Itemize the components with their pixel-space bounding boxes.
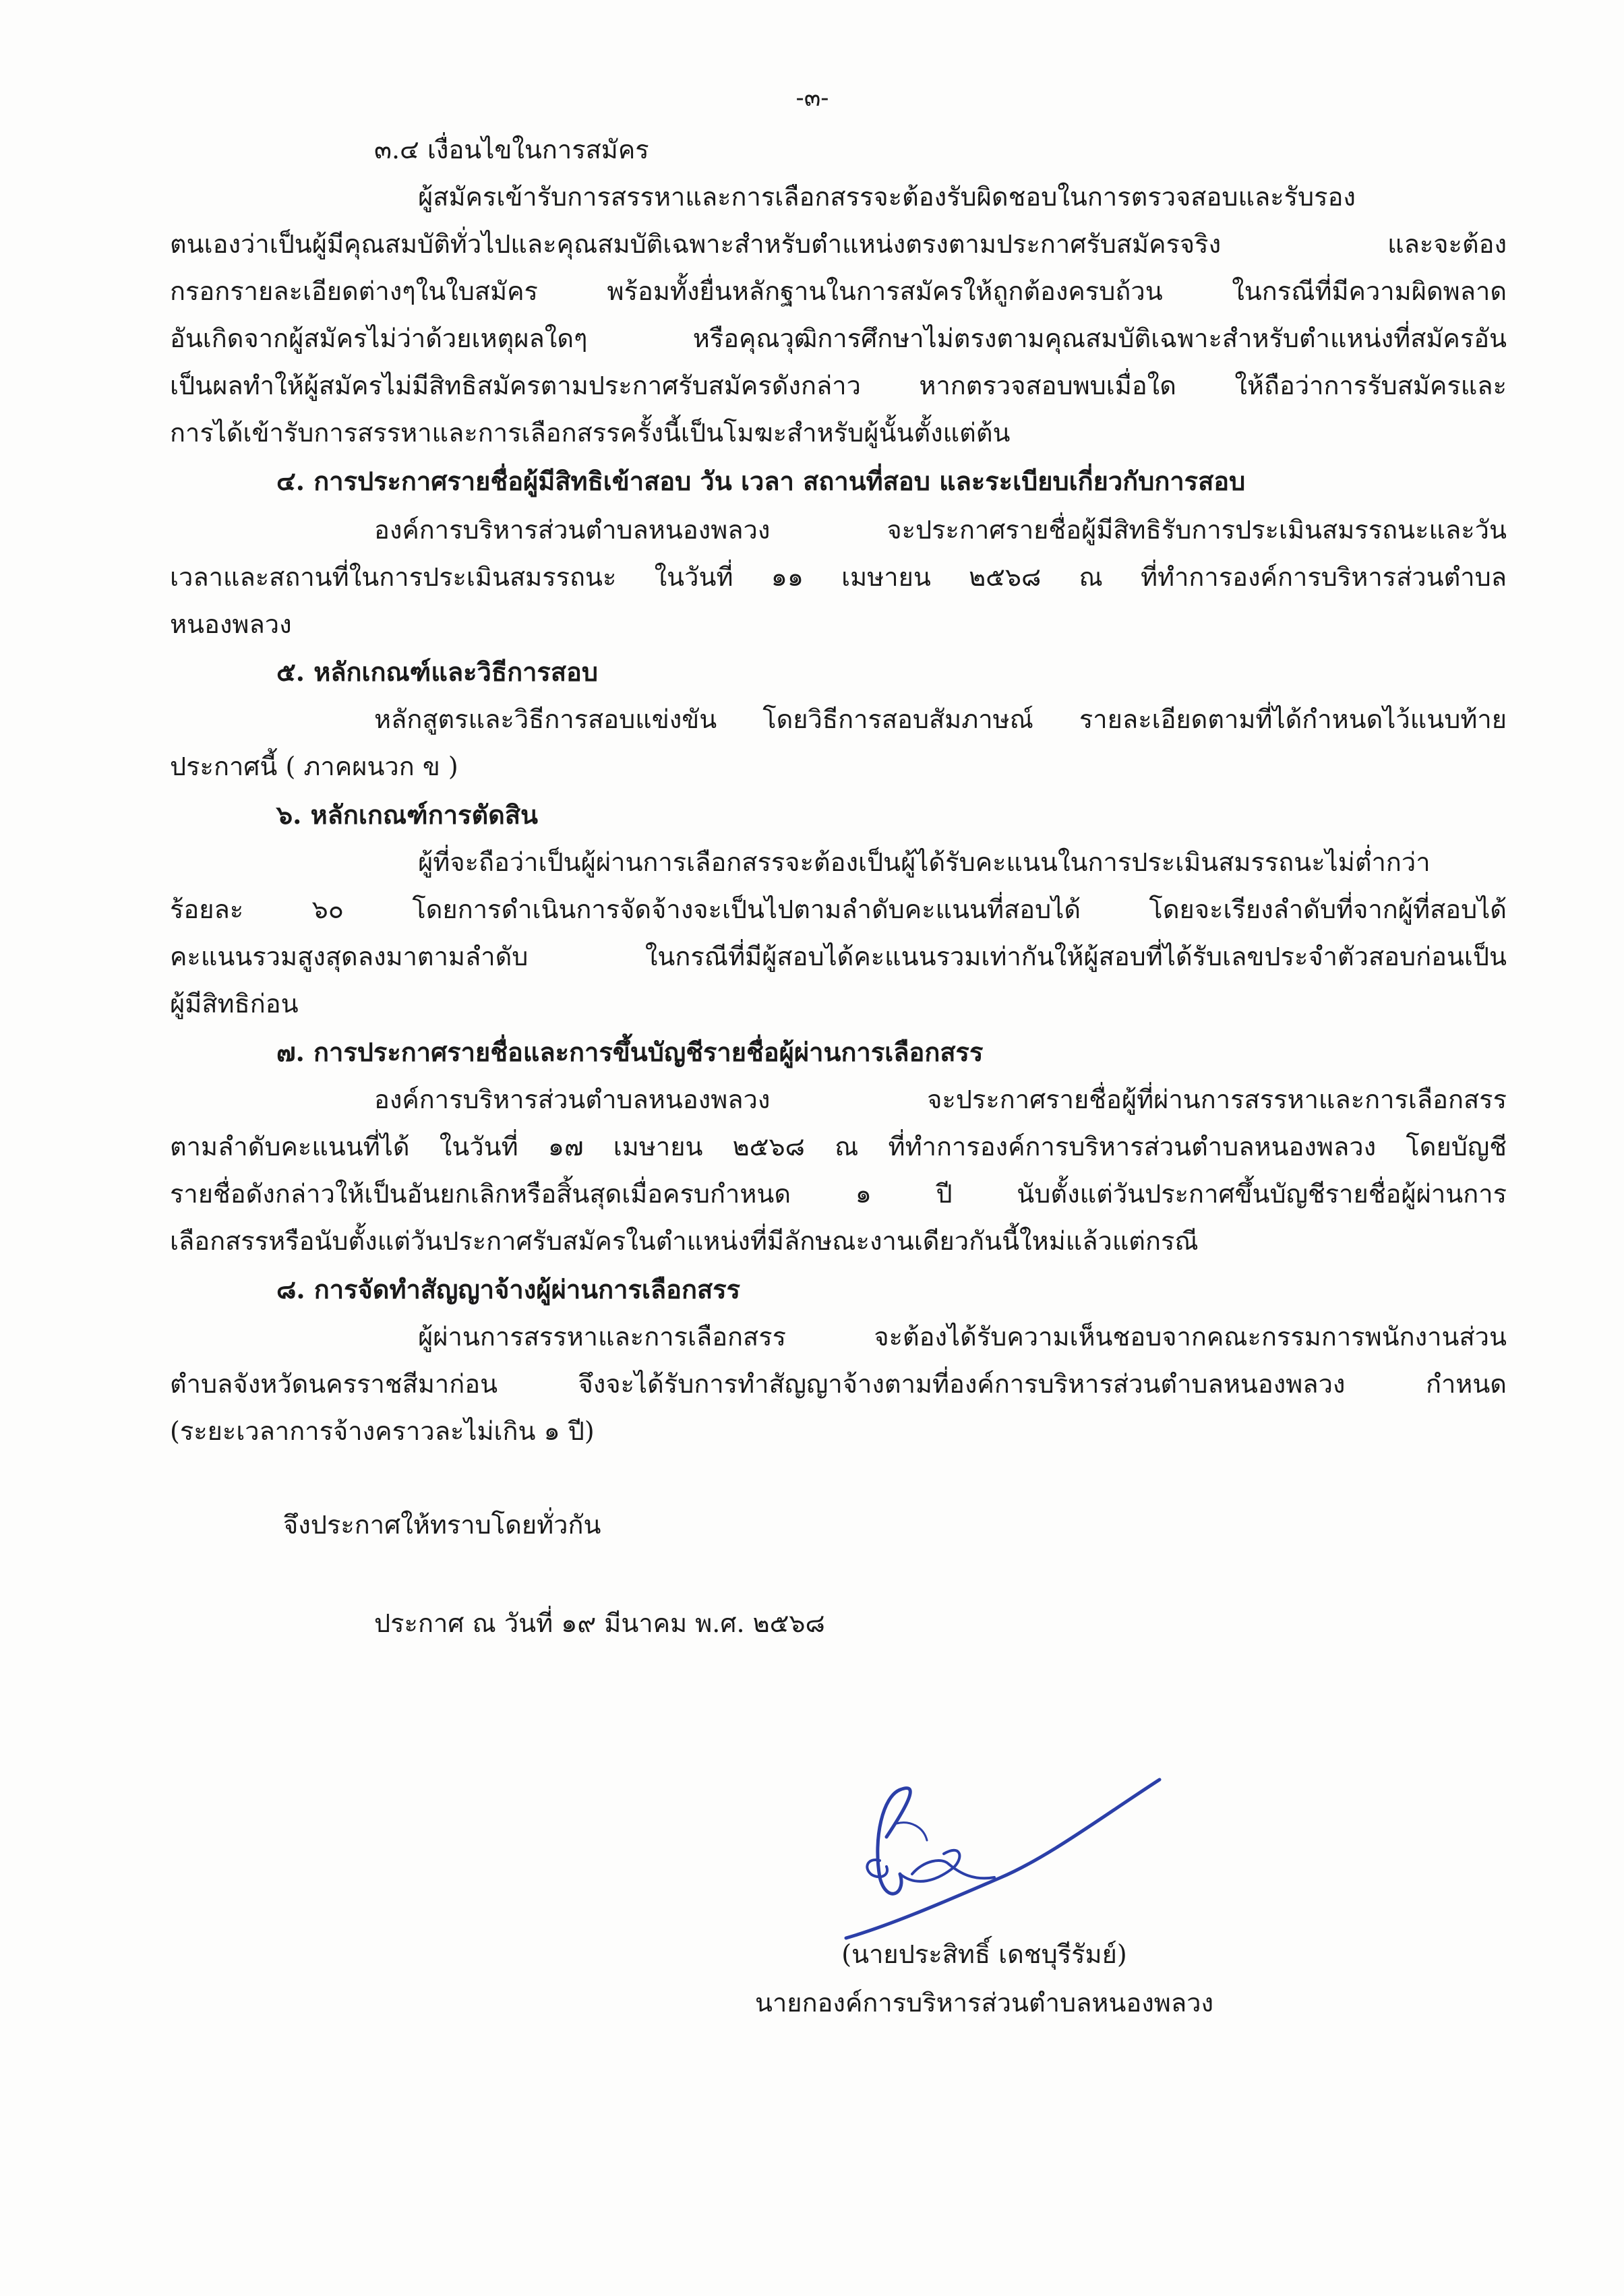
section-7-line: องค์การบริหารส่วนตำบลหนองพลวง จะประกาศรายชื่อผู้ที่ผ่านการสรรหาและการเลือกสรร — [374, 1085, 1507, 1114]
section-3-4-line: เป็นผลทำให้ผู้สมัครไม่มีสิทธิสมัครตามประกาศรับสมัครดังกล่าว หากตรวจสอบพบเมื่อใด ให้ถือว่าการรับสมัครและ — [170, 371, 1507, 400]
signer-title: นายกองค์การบริหารส่วนตำบลหนองพลวง — [754, 1988, 1214, 2018]
section-7-heading: ๗. การประกาศรายชื่อและการขึ้นบัญชีรายชื่อผู้ผ่านการเลือกสรร — [276, 1037, 984, 1067]
section-6-line: ผู้ที่จะถือว่าเป็นผู้ผ่านการเลือกสรรจะต้องเป็นผู้ได้รับคะแนนในการประเมินสมรรถนะไม่ต่ำกว่า — [418, 847, 1431, 877]
section-6-line: คะแนนรวมสูงสุดลงมาตามลำดับ ในกรณีที่มีผู้สอบได้คะแนนรวมเท่ากันให้ผู้สอบที่ได้รับเลขประจำตัวสอบก่อนเป็น — [170, 942, 1507, 971]
announcement-date: ประกาศ ณ วันที่ ๑๙ มีนาคม พ.ศ. ๒๕๖๘ — [374, 1608, 825, 1638]
section-8-heading: ๘. การจัดทำสัญญาจ้างผู้ผ่านการเลือกสรร — [276, 1274, 741, 1304]
section-7-line: เลือกสรรหรือนับตั้งแต่วันประกาศรับสมัครในตำแหน่งที่มีลักษณะงานเดียวกันนี้ใหม่แล้วแต่กรณี — [170, 1226, 1199, 1256]
section-3-4-line: การได้เข้ารับการสรรหาและการเลือกสรรครั้งนี้เป็นโมฆะสำหรับผู้นั้นตั้งแต่ต้น — [170, 418, 1011, 448]
section-6-line: ร้อยละ ๖๐ โดยการดำเนินการจัดจ้างจะเป็นไปตามลำดับคะแนนที่สอบได้ โดยจะเรียงลำดับที่จากผู้ที่สอบได้ — [170, 895, 1507, 924]
closing-statement: จึงประกาศให้ทราบโดยทั่วกัน — [283, 1510, 601, 1540]
section-3-4-line: ตนเองว่าเป็นผู้มีคุณสมบัติทั่วไปและคุณสมบัติเฉพาะสำหรับตำแหน่งตรงตามประกาศรับสมัครจริง และจะต้อง — [170, 229, 1507, 259]
section-6-line: ผู้มีสิทธิก่อน — [170, 989, 299, 1019]
signature — [799, 1743, 1163, 1945]
signer-name: (นายประสิทธิ์ เดชบุรีรัมย์) — [841, 1939, 1127, 1969]
section-4-line: หนองพลวง — [170, 609, 292, 639]
section-3-4-line: อันเกิดจากผู้สมัครไม่ว่าด้วยเหตุผลใดๆ หรือคุณวุฒิการศึกษาไม่ตรงตามคุณสมบัติเฉพาะสำหรับตำแหน่งที่สมัครอัน — [170, 324, 1507, 353]
section-4-line: เวลาและสถานที่ในการประเมินสมรรถนะ ในวันที่ ๑๑ เมษายน ๒๕๖๘ ณ ที่ทำการองค์การบริหารส่วนตำบล — [170, 562, 1507, 592]
page-number: -๓- — [795, 84, 829, 112]
section-8-line: ผู้ผ่านการสรรหาและการเลือกสรร จะต้องได้รับความเห็นชอบจากคณะกรรมการพนักงานส่วน — [418, 1322, 1507, 1352]
section-4-heading: ๔. การประกาศรายชื่อผู้มีสิทธิเข้าสอบ วัน เวลา สถานที่สอบ และระเบียบเกี่ยวกับการสอบ — [276, 466, 1246, 496]
section-7-line: รายชื่อดังกล่าวให้เป็นอันยกเลิกหรือสิ้นสุดเมื่อครบกำหนด ๑ ปี นับตั้งแต่วันประกาศขึ้นบัญชีรายชื่อผู้ผ่านการ — [170, 1179, 1507, 1209]
section-3-4-heading: ๓.๔ เงื่อนไขในการสมัคร — [374, 135, 649, 164]
section-8-line: ตำบลจังหวัดนครราชสีมาก่อน จึงจะได้รับการทำสัญญาจ้างตามที่องค์การบริหารส่วนตำบลหนองพลวง กำหนด — [170, 1369, 1507, 1399]
section-3-4-line: ผู้สมัครเข้ารับการสรรหาและการเลือกสรรจะต้องรับผิดชอบในการตรวจสอบและรับรอง — [418, 182, 1356, 212]
section-8-line: (ระยะเวลาการจ้างคราวละไม่เกิน ๑ ปี) — [170, 1416, 595, 1446]
section-5-line: หลักสูตรและวิธีการสอบแข่งขัน โดยวิธีการสอบสัมภาษณ์ รายละเอียดตามที่ได้กำหนดไว้แนบท้าย — [374, 704, 1507, 734]
section-3-4-line: กรอกรายละเอียดต่างๆในใบสมัคร พร้อมทั้งยื่นหลักฐานในการสมัครให้ถูกต้องครบถ้วน ในกรณีที่มีความผิดพลาด — [170, 276, 1507, 306]
section-5-heading: ๕. หลักเกณฑ์และวิธีการสอบ — [276, 657, 598, 687]
section-4-line: องค์การบริหารส่วนตำบลหนองพลวง จะประกาศรายชื่อผู้มีสิทธิรับการประเมินสมรรถนะและวัน — [374, 515, 1507, 545]
section-5-line: ประกาศนี้ ( ภาคผนวก ข ) — [170, 752, 458, 781]
section-6-heading: ๖. หลักเกณฑ์การตัดสิน — [276, 799, 538, 830]
section-7-line: ตามลำดับคะแนนที่ได้ ในวันที่ ๑๗ เมษายน ๒๕๖๘ ณ ที่ทำการองค์การบริหารส่วนตำบลหนองพลวง โดยบัญชี — [170, 1132, 1507, 1161]
